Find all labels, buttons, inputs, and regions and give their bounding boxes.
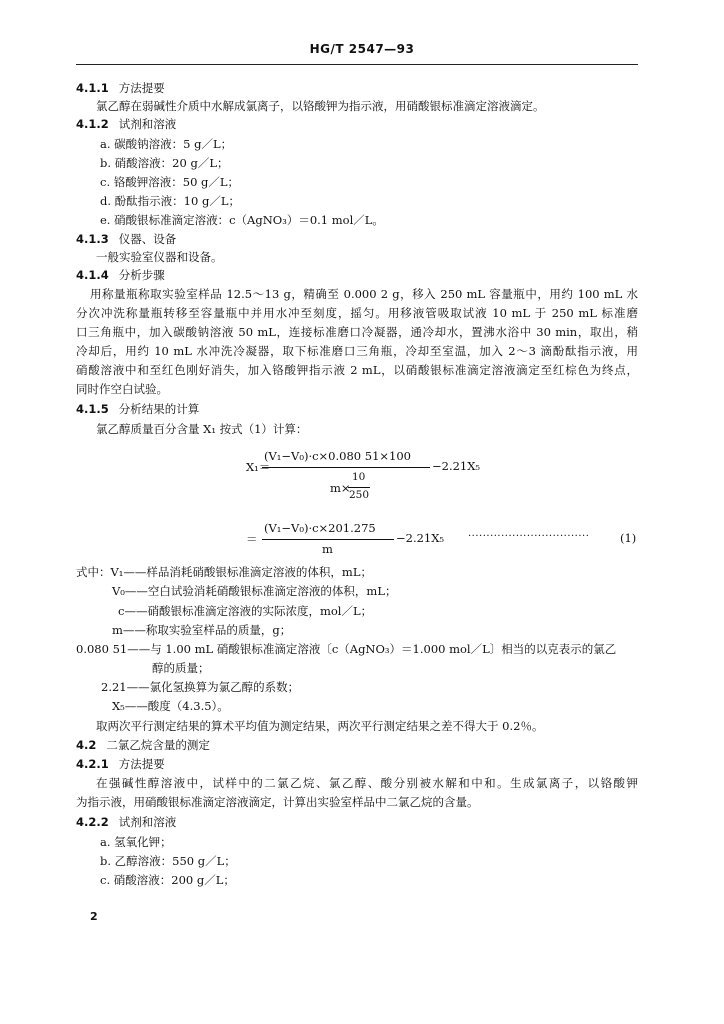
section-title: 试剂和溶液 (118, 117, 177, 131)
text-line: 式中：V₁——样品消耗硝酸银标准滴定溶液的体积，mL； (76, 565, 372, 579)
formula-numerator-1: (V₁−V₀)·c×0.080 51×100 (264, 449, 411, 463)
text-line: d. 酚酞指示液：10 g／L； (100, 194, 240, 208)
page-number: 2 (90, 910, 98, 923)
text-line: 口三角瓶中，加入碳酸钠溶液 50 mL，连接标准磨口冷凝器，通冷却水，置沸水浴中 30 min，取出，稍 (76, 325, 638, 339)
text-line: 醇的质量； (152, 661, 210, 675)
section-number: 4.1.2 (76, 117, 109, 131)
formula-leader-dots: ································· (468, 531, 590, 542)
section-heading (76, 814, 176, 830)
text-line: 一般实验室仪器和设备。 (96, 250, 223, 264)
text-line: 2.21——氯化氢换算为氯乙醇的系数； (101, 680, 300, 694)
text-line: a. 碳酸钠溶液：5 g／L； (100, 137, 233, 151)
text-line: b. 硝酸溶液：20 g／L； (100, 156, 229, 170)
text-line: 取两次平行测定结果的算术平均值为测定结果，两次平行测定结果之差不得大于 0.2％。 (96, 719, 544, 733)
text-line: V₀——空白试验消耗硝酸银标准滴定溶液的体积，mL； (112, 584, 397, 598)
section-number: 4.1.3 (76, 232, 109, 246)
equation-number: (1) (620, 531, 637, 545)
text-line: 在强碱性醇溶液中，试样中的二氯乙烷、氯乙醇、酸分别被水解和中和。生成氯离子，以铬酸钾 (96, 776, 638, 790)
section-number: 4.1.5 (76, 402, 109, 416)
section-heading (76, 401, 199, 417)
text-line: a. 氢氧化钾； (100, 835, 172, 849)
text-line: c. 硝酸溶液：200 g／L； (100, 873, 235, 887)
formula-tail-1: −2.21X₅ (432, 459, 481, 473)
formula-den-prefix: m× (330, 481, 351, 495)
section-heading (76, 267, 165, 283)
text-line: c. 铬酸钾溶液：50 g／L； (100, 175, 240, 189)
section-title: 二氯乙烷含量的测定 (106, 738, 210, 752)
fraction-bar-inner (348, 487, 370, 488)
text-line: m——称取实验室样品的质量，g； (112, 623, 292, 637)
section-number: 4.1.4 (76, 268, 109, 282)
section-heading (76, 116, 176, 132)
formula-inner-numerator: 10 (352, 471, 366, 483)
document-header: HG/T 2547—93 (309, 42, 415, 56)
section-title: 方法提要 (118, 757, 165, 771)
text-line: 分次冲洗称量瓶转移至容量瓶中并用水冲至刻度，摇匀。用移液管吸取试液 10 mL 于 250 mL 标准磨 (76, 306, 638, 320)
text-line: b. 乙醇溶液：550 g／L； (100, 854, 236, 868)
text-line: c——硝酸银标准滴定溶液的实际浓度，mol／L； (118, 604, 373, 618)
text-line: 为指示液，用硝酸银标准滴定溶液滴定，计算出实验室样品中二氯乙烷的含量。 (76, 795, 479, 809)
text-line: 同时作空白试验。 (76, 382, 168, 396)
section-title: 分析结果的计算 (118, 402, 200, 416)
section-number: 4.1.1 (76, 81, 109, 95)
formula-denominator-2: m (322, 542, 333, 556)
formula-inner-denominator: 250 (349, 489, 370, 501)
section-title: 试剂和溶液 (118, 815, 177, 829)
section-title: 方法提要 (118, 81, 165, 95)
section-number: 4.2.2 (76, 815, 109, 829)
formula-eq2: ＝ (246, 532, 258, 546)
section-title: 分析步骤 (118, 268, 165, 282)
formula-numerator-2: (V₁−V₀)·c×201.275 (264, 521, 376, 535)
section-heading (76, 231, 176, 247)
text-line: 冷却后，用约 10 mL 水冲洗冷凝器，取下标准磨口三角瓶，冷却至室温，加入 2～3 滴酚酞指示液，用 (76, 344, 638, 358)
text-line: e. 硝酸银标准滴定溶液：c（AgNO₃）＝0.1 mol／L。 (100, 213, 384, 227)
text-line: 用称量瓶称取实验室样品 12.5～13 g，精确至 0.000 2 g，移入 250 mL 容量瓶中，用约 100 mL 水 (90, 287, 638, 301)
text-line: 硝酸溶液中和至红色刚好消失，加入铬酸钾指示液 2 mL，以硝酸银标准滴定溶液滴定至红棕色为终点， (76, 363, 638, 377)
section-title: 仪器、设备 (118, 232, 177, 246)
section-heading (76, 80, 165, 96)
section-heading (76, 756, 165, 772)
text-line: 氯乙醇质量百分含量 X₁ 按式（1）计算： (96, 422, 308, 436)
text-line: X₅——酸度（4.3.5）。 (112, 699, 229, 713)
formula-lhs: X₁＝ (246, 460, 271, 474)
text-line: 氯乙醇在弱碱性介质中水解成氯离子，以铬酸钾为指示液，用硝酸银标准滴定溶液滴定。 (96, 99, 545, 113)
text-line: 0.080 51——与 1.00 mL 硝酸银标准滴定溶液〔c（AgNO₃）＝1.000 mol／L〕相当的以克表示的氯乙 (76, 642, 617, 656)
fraction-bar-1 (262, 467, 430, 468)
formula-tail-2: −2.21X₅ (396, 531, 445, 545)
header-rule (76, 64, 638, 65)
section-heading (76, 737, 210, 753)
fraction-bar-2 (262, 539, 394, 540)
section-number: 4.2 (76, 738, 97, 752)
section-number: 4.2.1 (76, 757, 109, 771)
